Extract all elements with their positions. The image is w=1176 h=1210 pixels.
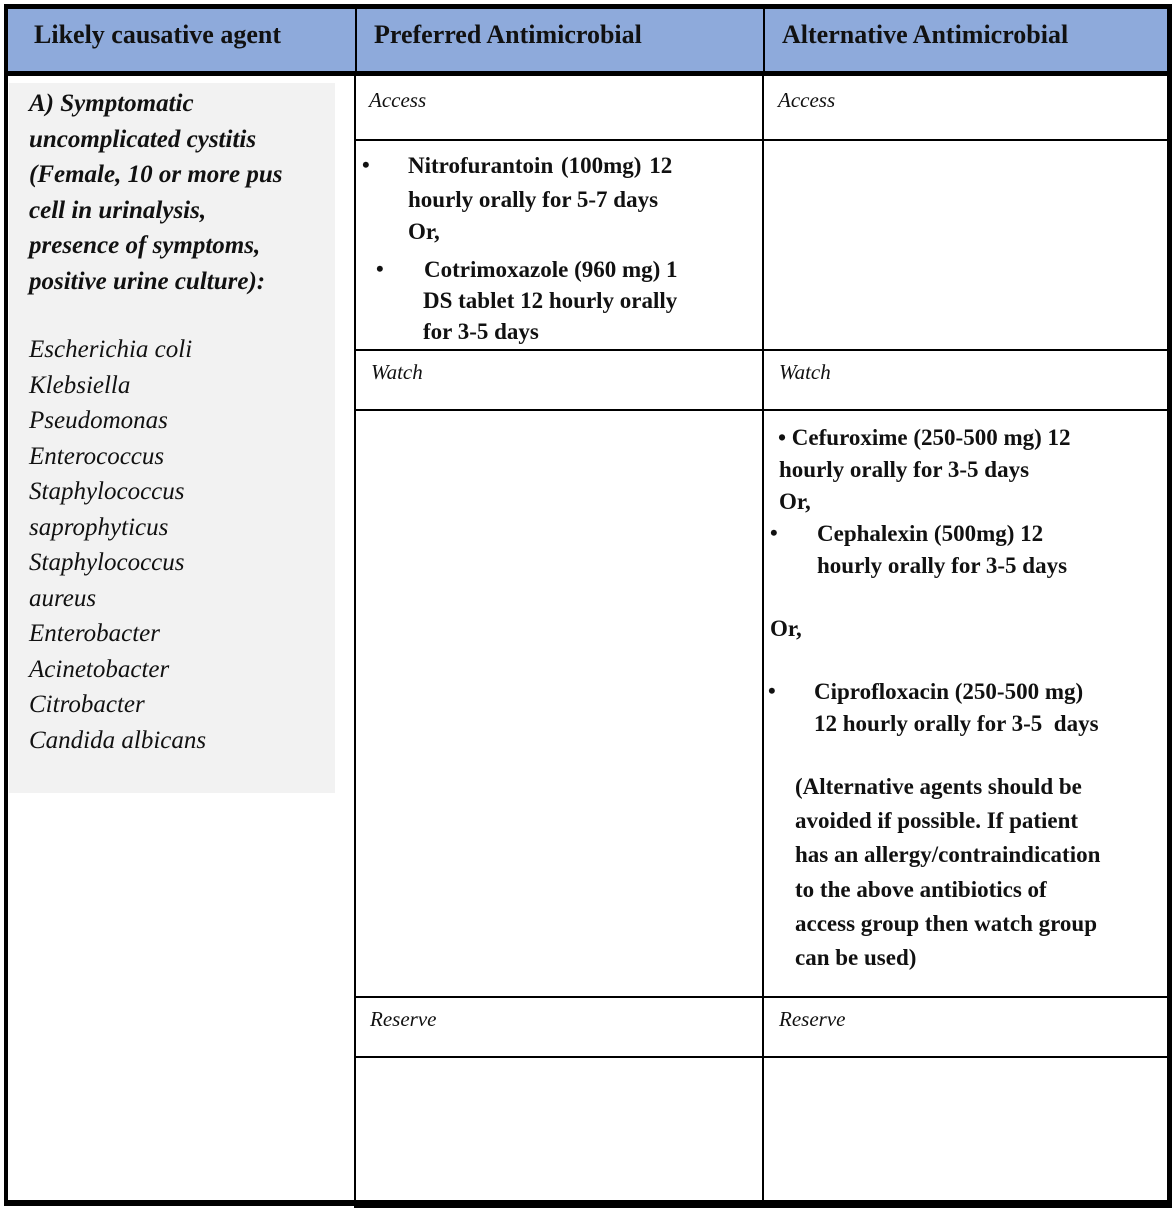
header-alternative-antimicrobial: Alternative Antimicrobial — [782, 20, 1069, 49]
organism-item: Candida albicans — [29, 726, 207, 754]
preferred-watch-label: Watch — [371, 360, 423, 384]
drug-cotrimoxazole-duration: for 3-5 days — [423, 319, 539, 344]
condition-line: uncomplicated cystitis — [29, 125, 257, 153]
drug-nitrofurantoin-dose: hourly orally for 5-7 days — [408, 187, 659, 212]
preferred-access-label: Access — [369, 88, 427, 112]
organism-item: Staphylococcus — [29, 549, 185, 576]
bullet-icon: • — [768, 678, 776, 703]
drug-ciprofloxacin: Ciprofloxacin (250-500 mg) — [814, 679, 1084, 704]
alternative-access-label: Access — [778, 88, 836, 112]
header-likely-causative-agent: Likely causative agent — [34, 20, 281, 49]
organism-item: Acinetobacter — [29, 655, 170, 683]
table-border-bottom — [4, 1200, 356, 1206]
row-divider — [354, 1056, 1168, 1058]
row-divider — [354, 996, 1168, 998]
alternative-reserve-label: Reserve — [779, 1007, 846, 1031]
or-text: Or, — [779, 489, 811, 514]
condition-description — [29, 86, 334, 299]
table-header — [4, 4, 1172, 76]
drug-cotrimoxazole: Cotrimoxazole (960 mg) 1 — [424, 257, 678, 282]
note-line: can be used) — [795, 945, 917, 971]
drug-cephalexin-dose: hourly orally for 3-5 days — [817, 553, 1068, 578]
condition-line: cell in urinalysis, — [29, 196, 207, 224]
condition-line: positive urine culture): — [29, 267, 266, 295]
condition-line: A) Symptomatic — [29, 90, 194, 117]
header-divider — [355, 9, 357, 71]
drug-cotrimoxazole-dose: DS tablet 12 hourly orally — [423, 288, 678, 313]
preferred-reserve-label: Reserve — [370, 1007, 437, 1031]
bullet-icon: • — [376, 256, 384, 281]
organism-list — [29, 332, 329, 758]
organism-item: Staphylococcus — [29, 478, 185, 505]
organism-item: Enterobacter — [29, 620, 160, 647]
drug-cefuroxime: • Cefuroxime (250-500 mg) 12 — [778, 425, 1071, 450]
drug-nitrofurantoin: Nitrofurantoin (100mg) 12 — [408, 153, 673, 178]
column-divider — [354, 76, 356, 1202]
organism-item: Citrobacter — [29, 691, 145, 718]
row-divider — [354, 349, 1168, 351]
drug-cephalexin: Cephalexin (500mg) 12 — [817, 521, 1044, 546]
note-line: avoided if possible. If patient — [795, 808, 1079, 834]
drug-cefuroxime-dose: hourly orally for 3-5 days — [779, 457, 1030, 482]
organism-item: Escherichia coli — [29, 336, 193, 363]
bullet-icon: • — [362, 152, 370, 177]
organism-item: Enterococcus — [29, 442, 165, 470]
condition-line: (Female, 10 or more pus — [29, 161, 283, 188]
drug-ciprofloxacin-dose: 12 hourly orally for 3-5 days — [814, 711, 1099, 736]
alternative-watch-label: Watch — [779, 360, 831, 384]
note-line: (Alternative agents should be — [795, 774, 1082, 799]
header-divider — [763, 9, 765, 71]
header-preferred-antimicrobial: Preferred Antimicrobial — [374, 20, 642, 49]
note-line: has an allergy/contraindication — [795, 842, 1101, 868]
organism-item: Klebsiella — [29, 371, 131, 399]
note-line: access group then watch group — [795, 910, 1097, 936]
bullet-icon: • — [770, 520, 778, 545]
column-divider — [762, 76, 764, 1202]
or-text: Or, — [408, 219, 440, 244]
or-text: Or, — [770, 616, 802, 641]
row-divider — [354, 139, 1168, 141]
note-line: to the above antibiotics of — [795, 876, 1047, 902]
table-border-left — [4, 76, 8, 1206]
table-border-right — [1167, 76, 1172, 1206]
organism-item: aureus — [29, 584, 97, 612]
alternative-note — [795, 770, 1165, 975]
organism-item: Pseudomonas — [29, 407, 168, 434]
organism-item: saprophyticus — [29, 513, 169, 541]
row-divider — [354, 409, 1168, 411]
condition-line: presence of symptoms, — [29, 232, 261, 259]
